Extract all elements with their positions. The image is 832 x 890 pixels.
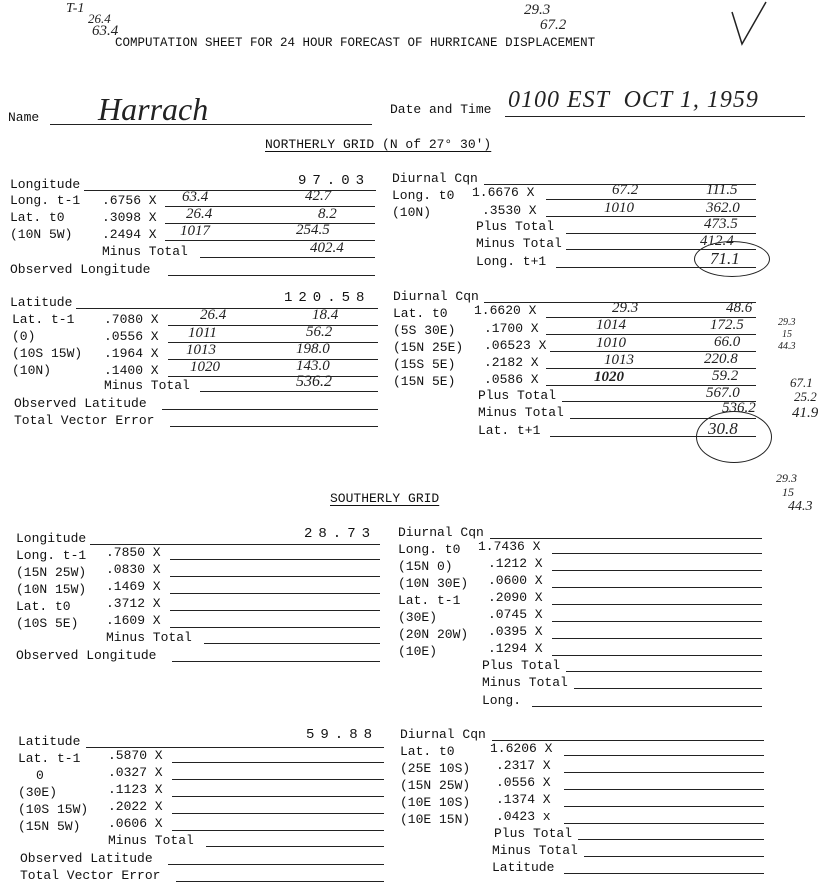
side-note: 67.1 <box>790 375 813 390</box>
observed-latitude-label: Observed Latitude <box>20 851 153 866</box>
row-coef: .0745 X <box>488 607 543 622</box>
row-label: (10E 15N) <box>400 812 471 827</box>
row-label: (10S 15W) <box>18 802 89 817</box>
minus-total-label: Minus Total <box>108 833 194 848</box>
row-input: 1020 <box>190 359 220 375</box>
row-label: (30E) <box>18 785 58 800</box>
margin-note: 63.4 <box>92 23 119 39</box>
minus-total-value: 536.2 <box>296 373 332 390</box>
row-label: (15N 25E) <box>393 340 464 355</box>
row-label: (20N 20W) <box>398 627 469 642</box>
row-coef: .0606 X <box>108 816 163 831</box>
side-note: 15 <box>782 485 794 499</box>
row-label: (15N 5W) <box>18 819 81 834</box>
row-coef: .5870 X <box>108 748 163 763</box>
row-product: 111.5 <box>706 182 738 198</box>
date-value: 0100 EST OCT 1, 1959 <box>508 87 759 113</box>
row-coef: .2182 X <box>484 355 539 370</box>
total-vector-error-label: Total Vector Error <box>20 868 161 883</box>
row-input: 29.3 <box>612 300 639 316</box>
row-coef: 1.6206 X <box>490 741 553 756</box>
row-product: 143.0 <box>296 358 330 374</box>
row-coef: .2090 X <box>488 590 543 605</box>
observed-longitude-label: Observed Longitude <box>10 262 151 277</box>
date-label: Date and Time <box>390 102 492 117</box>
longitude-constant: 97.03 <box>298 173 371 189</box>
row-label: (15N 5E) <box>393 374 456 389</box>
minus-total-label: Minus Total <box>478 405 564 420</box>
row-label: (15N 0) <box>398 559 453 574</box>
row-coef: .7850 X <box>106 545 161 560</box>
row-label: (0) <box>12 329 36 344</box>
row-label: Long. t0 <box>392 188 455 203</box>
row-coef: .1123 X <box>108 782 163 797</box>
row-input: 1020 <box>594 369 624 385</box>
side-note: 29.3 <box>776 471 797 485</box>
plus-total-value: 473.5 <box>704 216 738 232</box>
row-coef: .1609 X <box>106 613 161 628</box>
latitude-label: Latitude <box>10 295 73 310</box>
row-input: 1013 <box>604 352 634 368</box>
result-label: Long. <box>482 693 522 708</box>
row-coef: .0395 X <box>488 624 543 639</box>
row-product: 56.2 <box>306 324 333 340</box>
plus-total-label: Plus Total <box>482 658 561 673</box>
row-coef: .2494 X <box>102 227 157 242</box>
row-input: 1013 <box>186 342 216 358</box>
row-product: 48.6 <box>726 300 753 316</box>
latitude-label: Latitude <box>18 734 81 749</box>
row-input: 26.4 <box>186 206 213 222</box>
row-label: (30E) <box>398 610 438 625</box>
minus-total-value: 412.4 <box>700 233 734 249</box>
row-product: 66.0 <box>714 334 741 350</box>
row-product: 220.8 <box>704 351 738 367</box>
result-value: 30.8 <box>708 419 738 438</box>
side-note: 15 <box>782 329 792 340</box>
row-label: 0 <box>36 768 44 783</box>
row-label: (10N) <box>392 205 432 220</box>
margin-note: 26.4 <box>88 11 111 26</box>
row-product: 18.4 <box>312 307 339 323</box>
plus-total-label: Plus Total <box>478 388 557 403</box>
row-coef: .1294 X <box>488 641 543 656</box>
row-label: Lat. t-1 <box>18 751 81 766</box>
diurnal-label: Diurnal Cqn <box>392 171 478 186</box>
row-input: 63.4 <box>182 189 209 205</box>
row-coef: 1.6620 X <box>474 303 537 318</box>
result-label: Long. t+1 <box>476 254 547 269</box>
row-coef: .06523 X <box>484 338 547 353</box>
row-label: Lat. t-1 <box>398 593 461 608</box>
row-coef: .0556 X <box>104 329 159 344</box>
row-coef: .3712 X <box>106 596 161 611</box>
minus-total-label: Minus Total <box>482 675 568 690</box>
row-input: 1010 <box>596 335 626 351</box>
row-label: (10E 10S) <box>400 795 471 810</box>
longitude-label: Longitude <box>16 531 87 546</box>
row-coef: 1.7436 X <box>478 539 541 554</box>
row-coef: .1400 X <box>104 363 159 378</box>
row-label: (10S 5E) <box>16 616 79 631</box>
row-coef: .0586 X <box>484 372 539 387</box>
row-label: (10N 30E) <box>398 576 469 591</box>
row-label: Lat. t-1 <box>12 312 75 327</box>
page-title: COMPUTATION SHEET FOR 24 HOUR FORECAST OF HURRICANE DISPLACEMENT <box>115 36 596 50</box>
result-label: Latitude <box>492 860 555 875</box>
margin-note: 29.3 <box>524 2 551 18</box>
row-label: (10S 15W) <box>12 346 83 361</box>
row-label: (10N 15W) <box>16 582 87 597</box>
row-label: Lat. t0 <box>393 306 448 321</box>
southerly-heading: SOUTHERLY GRID <box>330 491 440 506</box>
longitude-constant: 28.73 <box>304 526 377 542</box>
longitude-label: Longitude <box>10 177 81 192</box>
plus-total-label: Plus Total <box>494 826 573 841</box>
minus-total-label: Minus Total <box>476 236 562 251</box>
total-vector-error-label: Total Vector Error <box>14 413 155 428</box>
row-label: (10N) <box>12 363 52 378</box>
row-product: 59.2 <box>712 368 739 384</box>
row-label: (15N 25W) <box>400 778 471 793</box>
row-label: (10N 5W) <box>10 227 73 242</box>
row-coef: .3098 X <box>102 210 157 225</box>
observed-longitude-label: Observed Longitude <box>16 648 157 663</box>
check-mark-icon <box>730 0 770 50</box>
minus-total-value: 402.4 <box>310 240 344 256</box>
row-input: 1011 <box>188 325 217 341</box>
row-input: 1010 <box>604 200 634 216</box>
row-label: Long. t-1 <box>10 193 81 208</box>
row-input: 1017 <box>180 223 210 239</box>
row-coef: .1212 X <box>488 556 543 571</box>
row-coef: .2022 X <box>108 799 163 814</box>
minus-total-value: 536.2 <box>722 400 756 416</box>
row-coef: .0423 x <box>496 809 551 824</box>
row-coef: 1.6676 X <box>472 185 535 200</box>
minus-total-label: Minus Total <box>104 378 190 393</box>
side-note: 41.9 <box>792 405 819 421</box>
observed-latitude-label: Observed Latitude <box>14 396 147 411</box>
row-product: 8.2 <box>318 206 337 222</box>
northerly-heading: NORTHERLY GRID (N of 27° 30') <box>265 137 492 152</box>
row-coef: .0600 X <box>488 573 543 588</box>
row-product: 198.0 <box>296 341 330 357</box>
side-note: 44.3 <box>788 499 813 514</box>
row-coef: .1964 X <box>104 346 159 361</box>
row-input: 1014 <box>596 317 626 333</box>
minus-total-label: Minus Total <box>102 244 188 259</box>
row-label: Long. t0 <box>398 542 461 557</box>
margin-note: 67.2 <box>540 17 567 33</box>
name-value: Harrach <box>98 91 209 127</box>
row-label: Lat. t0 <box>10 210 65 225</box>
row-label: (5S 30E) <box>393 323 456 338</box>
latitude-constant: 59.88 <box>306 727 379 743</box>
row-coef: .7080 X <box>104 312 159 327</box>
name-label: Name <box>8 110 40 125</box>
row-product: 42.7 <box>305 188 332 204</box>
row-coef: .1469 X <box>106 579 161 594</box>
row-coef: .1700 X <box>484 321 539 336</box>
row-product: 172.5 <box>710 317 744 333</box>
row-label: (15S 5E) <box>393 357 456 372</box>
minus-total-label: Minus Total <box>106 630 192 645</box>
row-coef: .3530 X <box>482 203 537 218</box>
result-label: Lat. t+1 <box>478 423 541 438</box>
row-label: (10E) <box>398 644 438 659</box>
plus-total-value: 567.0 <box>706 385 740 401</box>
row-product: 254.5 <box>296 222 330 238</box>
row-label: (25E 10S) <box>400 761 471 776</box>
row-coef: .6756 X <box>102 193 157 208</box>
diurnal-label: Diurnal Cqn <box>393 289 479 304</box>
row-coef: .1374 X <box>496 792 551 807</box>
row-input: 67.2 <box>612 182 639 198</box>
row-coef: .0327 X <box>108 765 163 780</box>
row-product: 362.0 <box>706 200 740 216</box>
diurnal-label: Diurnal Cqn <box>400 727 486 742</box>
row-label: (15N 25W) <box>16 565 87 580</box>
row-coef: .0830 X <box>106 562 161 577</box>
row-label: Long. t-1 <box>16 548 87 563</box>
minus-total-label: Minus Total <box>492 843 578 858</box>
margin-note: T-1 <box>66 1 85 16</box>
side-note: 25.2 <box>794 389 817 404</box>
result-value: 71.1 <box>710 249 740 268</box>
row-coef: .2317 X <box>496 758 551 773</box>
plus-total-label: Plus Total <box>476 219 555 234</box>
row-label: Lat. t0 <box>16 599 71 614</box>
side-note: 29.3 <box>778 317 796 328</box>
diurnal-label: Diurnal Cqn <box>398 525 484 540</box>
row-coef: .0556 X <box>496 775 551 790</box>
side-note: 44.3 <box>778 341 796 352</box>
row-input: 26.4 <box>200 307 227 323</box>
latitude-constant: 120.58 <box>284 290 371 306</box>
row-label: Lat. t0 <box>400 744 455 759</box>
